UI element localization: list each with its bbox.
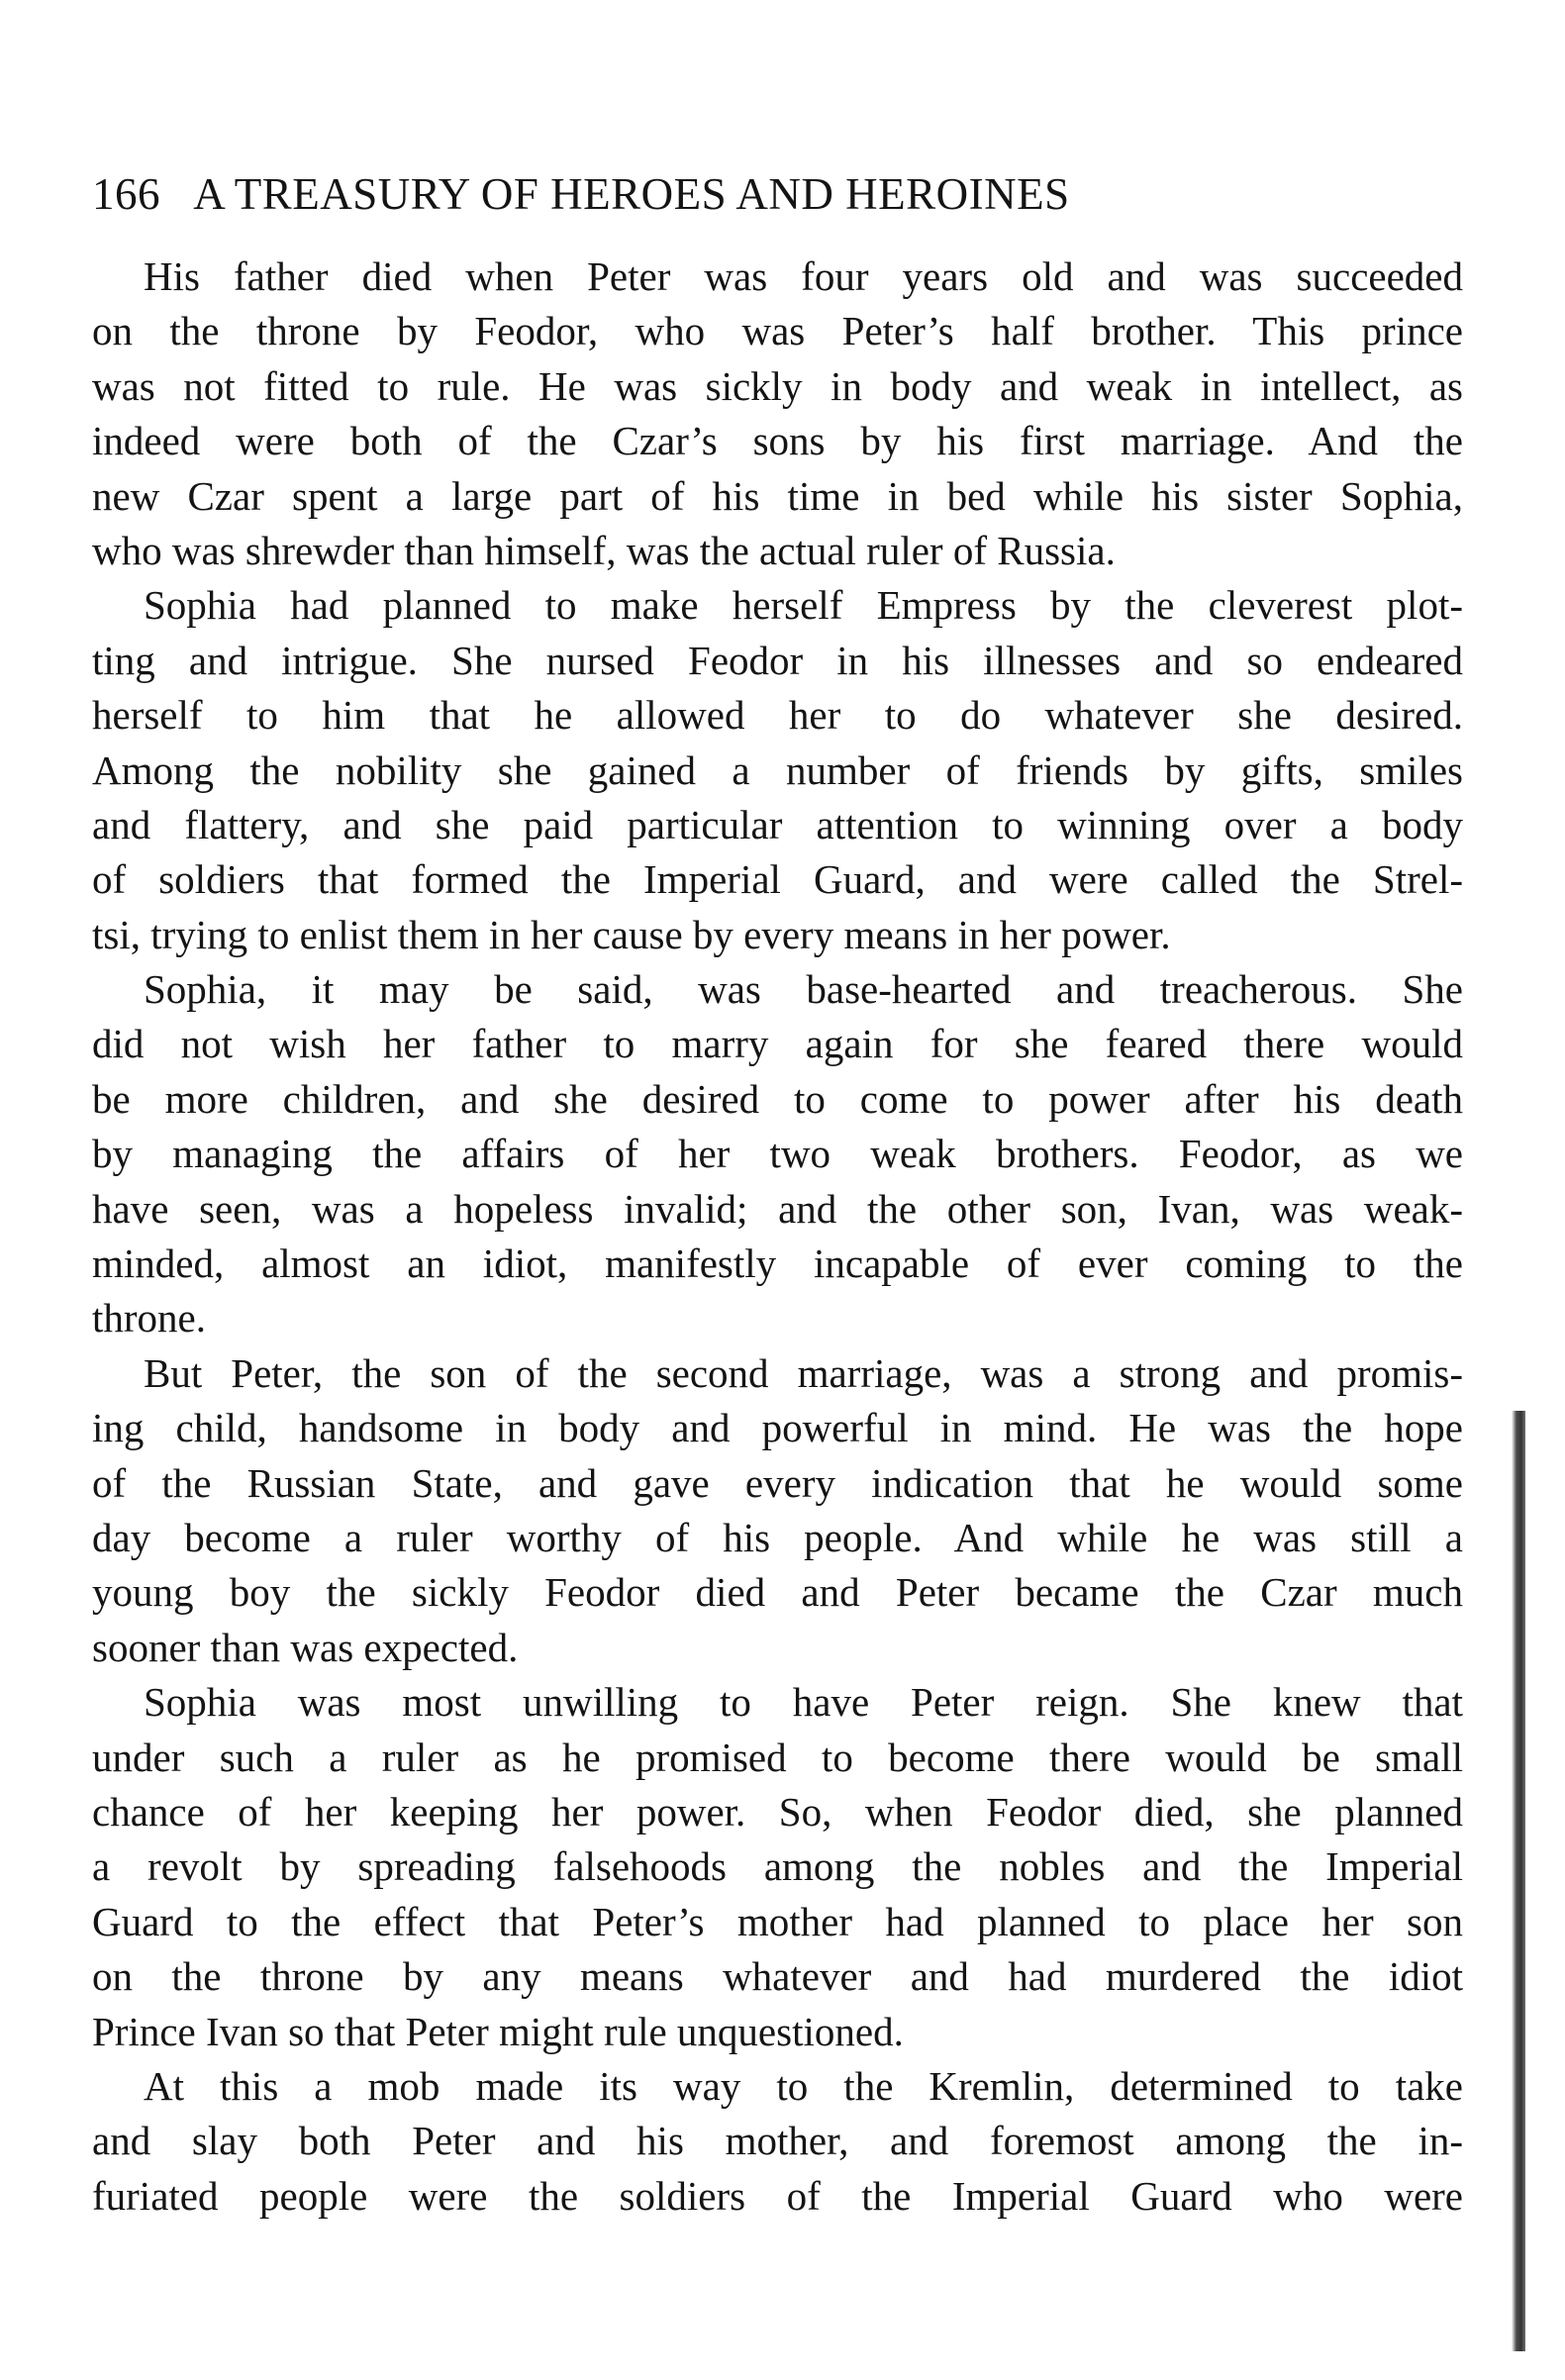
text-line: herself to him that he allowed her to do whatever she desired. bbox=[92, 692, 1463, 739]
text-line: But Peter, the son of the second marriage, was a strong and promis- bbox=[144, 1349, 1463, 1396]
paragraph bbox=[92, 2059, 1463, 2224]
text-line: Among the nobility she gained a number of friends by gifts, smiles bbox=[92, 746, 1463, 793]
text-line: Sophia was most unwilling to have Peter reign. She knew that bbox=[144, 1679, 1463, 1726]
text-line: Guard to the effect that Peter’s mother had planned to place her son bbox=[92, 1898, 1463, 1944]
text-line: ting and intrigue. She nursed Feodor in his illnesses and so endeared bbox=[92, 637, 1463, 683]
text-line: sooner than was expected. bbox=[92, 1624, 519, 1670]
text-line: on the throne by Feodor, who was Peter’s half brother. This prince bbox=[92, 308, 1463, 354]
text-line: of soldiers that formed the Imperial Guard, and were called the Strel- bbox=[92, 856, 1463, 903]
paragraph bbox=[92, 249, 1463, 578]
text-line: indeed were both of the Czar’s sons by his first marriage. And the bbox=[92, 418, 1463, 464]
text-line: have seen, was a hopeless invalid; and the other son, Ivan, was weak- bbox=[92, 1185, 1463, 1232]
text-line: new Czar spent a large part of his time in bed while his sister Sophia, bbox=[92, 472, 1463, 519]
text-line: of the Russian State, and gave every indication that he would some bbox=[92, 1459, 1463, 1506]
paragraph bbox=[92, 1346, 1463, 1675]
text-line: Prince Ivan so that Peter might rule unquestioned. bbox=[92, 2008, 904, 2054]
text-line: ing child, handsome in body and powerful in mind. He was the hope bbox=[92, 1405, 1463, 1451]
running-head bbox=[92, 158, 1478, 230]
text-line: day become a ruler worthy of his people. And while he was still a bbox=[92, 1514, 1463, 1560]
text-line: under such a ruler as he promised to become there would be small bbox=[92, 1734, 1463, 1780]
text-line: was not fitted to rule. He was sickly in body and weak in intellect, as bbox=[92, 362, 1463, 409]
paragraph bbox=[92, 578, 1463, 962]
text-line: and slay both Peter and his mother, and foremost among the in- bbox=[92, 2118, 1463, 2164]
text-line: did not wish her father to marry again for she feared there would bbox=[92, 1021, 1463, 1067]
text-line: who was shrewder than himself, was the actual ruler of Russia. bbox=[92, 527, 1116, 573]
scan-edge-shadow bbox=[1512, 1411, 1525, 2351]
text-line: young boy the sickly Feodor died and Peter became the Czar much bbox=[92, 1569, 1463, 1616]
text-line: chance of her keeping her power. So, when Feodor died, she planned bbox=[92, 1788, 1463, 1835]
text-line: throne. bbox=[92, 1295, 206, 1341]
paragraph bbox=[92, 962, 1463, 1346]
text-line: be more children, and she desired to come to power after his death bbox=[92, 1075, 1463, 1122]
text-line: furiated people were the soldiers of the Imperial Guard who were bbox=[92, 2172, 1463, 2219]
body-text bbox=[92, 249, 1463, 2224]
text-line: His father died when Peter was four years old and was succeeded bbox=[144, 253, 1463, 299]
text-line: tsi, trying to enlist them in her cause by every means in her power. bbox=[92, 911, 1171, 957]
page-number: 166 bbox=[92, 169, 160, 219]
paragraph bbox=[92, 1675, 1463, 2059]
text-line: Sophia had planned to make herself Empress by the cleverest plot- bbox=[144, 582, 1463, 629]
text-line: minded, almost an idiot, manifestly incapable of ever coming to the bbox=[92, 1240, 1463, 1287]
text-line: At this a mob made its way to the Kremlin, determined to take bbox=[144, 2062, 1463, 2109]
text-line: by managing the affairs of her two weak brothers. Feodor, as we bbox=[92, 1131, 1463, 1177]
text-line: on the throne by any means whatever and had murdered the idiot bbox=[92, 1953, 1463, 2000]
text-line: Sophia, it may be said, was base-hearted and treacherous. She bbox=[144, 966, 1463, 1013]
text-line: and flattery, and she paid particular attention to winning over a body bbox=[92, 801, 1463, 847]
text-line: a revolt by spreading falsehoods among the nobles and the Imperial bbox=[92, 1843, 1463, 1890]
running-title: A TREASURY OF HEROES AND HEROINES bbox=[193, 169, 1070, 219]
